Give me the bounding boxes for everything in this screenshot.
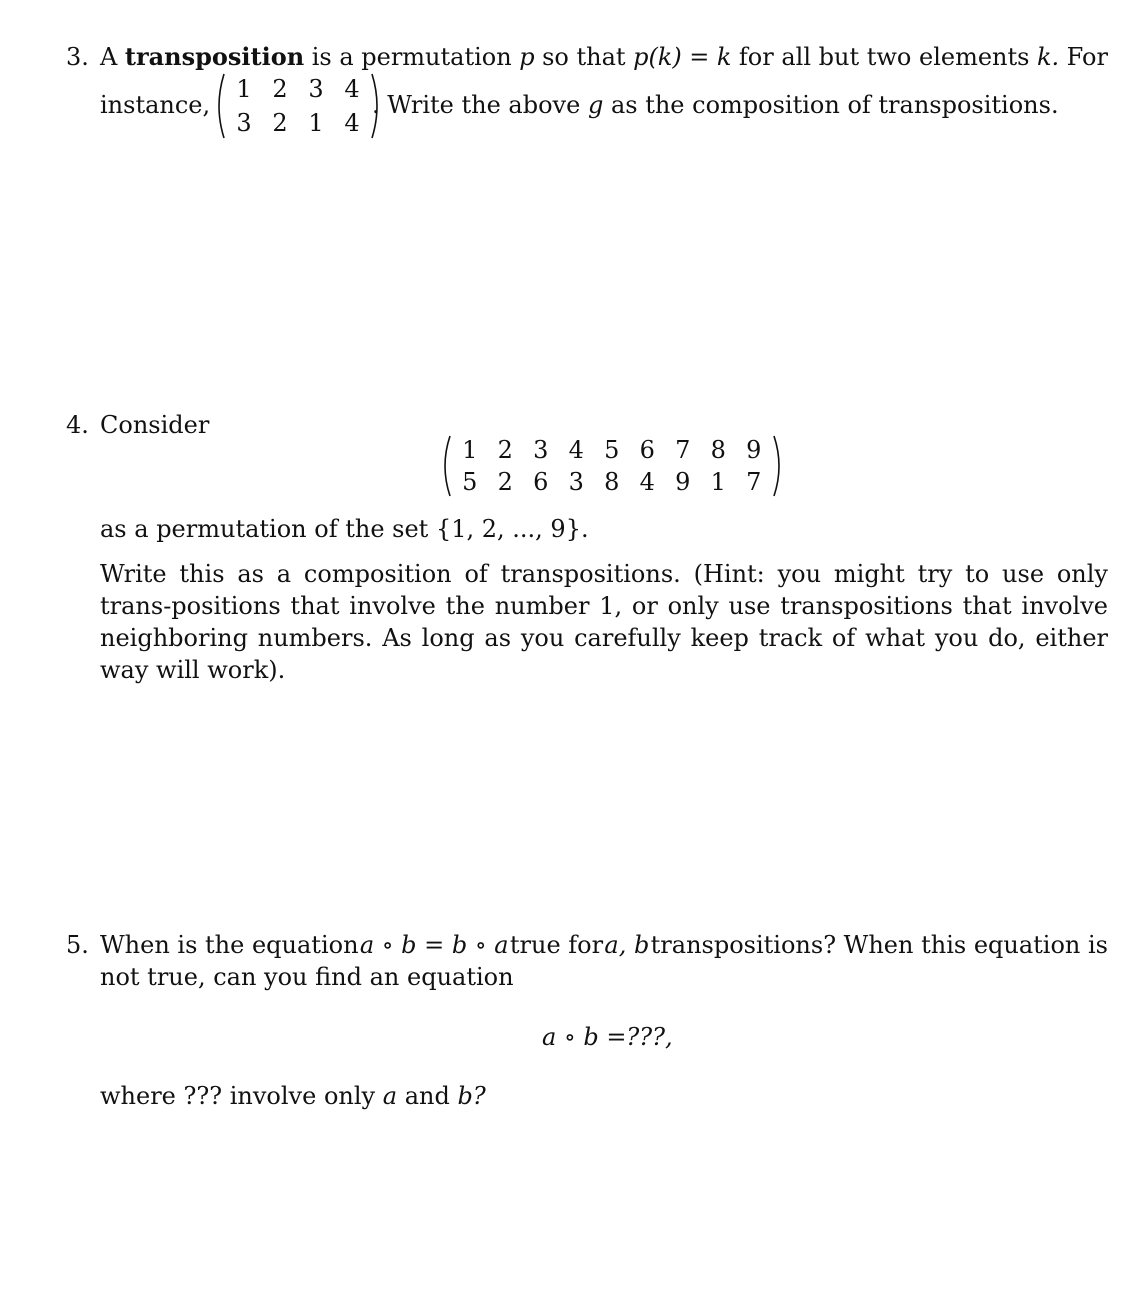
p3-top-cell: 2 (272, 75, 288, 103)
p4-set: {1, 2, ..., 9}. (435, 515, 589, 543)
p3-text-e: For (1066, 43, 1108, 71)
p4-bottom-cell: 7 (746, 468, 762, 496)
p4-top-cell: 1 (462, 436, 478, 464)
problem-3-line-1 (100, 42, 1108, 72)
left-paren (438, 434, 452, 498)
p4-matrix-grid (452, 434, 772, 498)
term-transposition: transposition (124, 42, 305, 71)
p5-display-equation: a ∘ b =???, (542, 1023, 673, 1051)
p4-top-cell: 3 (533, 436, 549, 464)
p5-var-b: b? (457, 1082, 486, 1110)
p3-text-a: A (100, 43, 118, 71)
p4-consider: Consider (100, 411, 210, 439)
p3-text-c: so that (542, 43, 626, 71)
p3-eq: = (689, 43, 710, 71)
p4-set-text: as a permutation of the set (100, 515, 429, 543)
left-paren (212, 72, 226, 140)
p5-eq: a ∘ b = b ∘ a (359, 931, 509, 959)
p4-bottom-cell: 8 (604, 468, 620, 496)
p4-body: Write this as a composition of transpositions. (Hint: you might try to use only trans-positions that involve the number 1, or only use transpositions that involve neighboring numbers. As long as you carefully keep track of what you do, either way will work). (100, 560, 1108, 684)
p3-line-2-tail (372, 90, 1059, 120)
p4-bottom-cell: 1 (710, 468, 726, 496)
problem-3-number: 3. (66, 43, 89, 71)
p5-line-3 (100, 1081, 486, 1111)
p3-top-cell: 1 (236, 75, 252, 103)
p3-bottom-cell: 4 (344, 108, 360, 137)
p4-bottom-cell: 4 (639, 468, 655, 496)
p5-line-2: not true, can you find an equation (100, 963, 514, 991)
p5-line-1 (100, 930, 1108, 960)
p4-bottom-cell: 6 (533, 468, 549, 496)
p5-var-a: a (382, 1082, 398, 1110)
p3-bottom-cell: 1 (308, 108, 324, 137)
p5-text-d: where ??? involve only (100, 1082, 376, 1110)
p3-text-d: for all but two elements (738, 43, 1030, 71)
p4-top-cell: 5 (604, 436, 620, 464)
p3-bottom-cell: 2 (272, 108, 288, 137)
p3-pk: p(k) (633, 43, 682, 71)
p3-top-cell: 4 (344, 75, 360, 103)
p3-var-k2: k. (1036, 43, 1060, 71)
p4-bottom-cell: 2 (497, 468, 513, 496)
p5-text-a: When is the equation (100, 931, 359, 959)
p3-top-cell: 3 (308, 75, 324, 103)
p3-matrix-grid (226, 73, 370, 140)
p3-text-g: as the composition of transpositions. (610, 91, 1059, 119)
p4-bottom-cell: 5 (462, 468, 478, 496)
p4-bottom-cell: 3 (568, 468, 584, 496)
p5-text-and: and (404, 1082, 450, 1110)
p4-top-cell: 9 (746, 436, 762, 464)
p4-top-cell: 2 (497, 436, 513, 464)
p4-top-cell: 4 (568, 436, 584, 464)
p3-var-k: k (716, 43, 732, 71)
p3-instance: instance, (100, 91, 211, 119)
p5-ab: a, b (604, 931, 650, 959)
problem-5-number: 5. (66, 931, 89, 959)
p3-text-b: is a permutation (311, 43, 512, 71)
p4-top-cell: 8 (710, 436, 726, 464)
p3-matrix (212, 72, 384, 140)
p4-bottom-cell: 9 (675, 468, 691, 496)
p3-var-g: g (587, 91, 604, 119)
right-paren (772, 434, 786, 498)
p4-top-cell: 7 (675, 436, 691, 464)
p3-text-f: . Write the above (372, 91, 581, 119)
p5-text-b: true for (509, 931, 604, 959)
p4-matrix (438, 434, 786, 498)
p4-set-line (100, 514, 589, 544)
p5-text-c: transpositions? When this equation is (650, 931, 1108, 959)
p3-bottom-cell: 3 (236, 108, 252, 137)
p3-var-p: p (519, 43, 535, 71)
problem-4-number: 4. (66, 411, 89, 439)
p4-top-cell: 6 (639, 436, 655, 464)
